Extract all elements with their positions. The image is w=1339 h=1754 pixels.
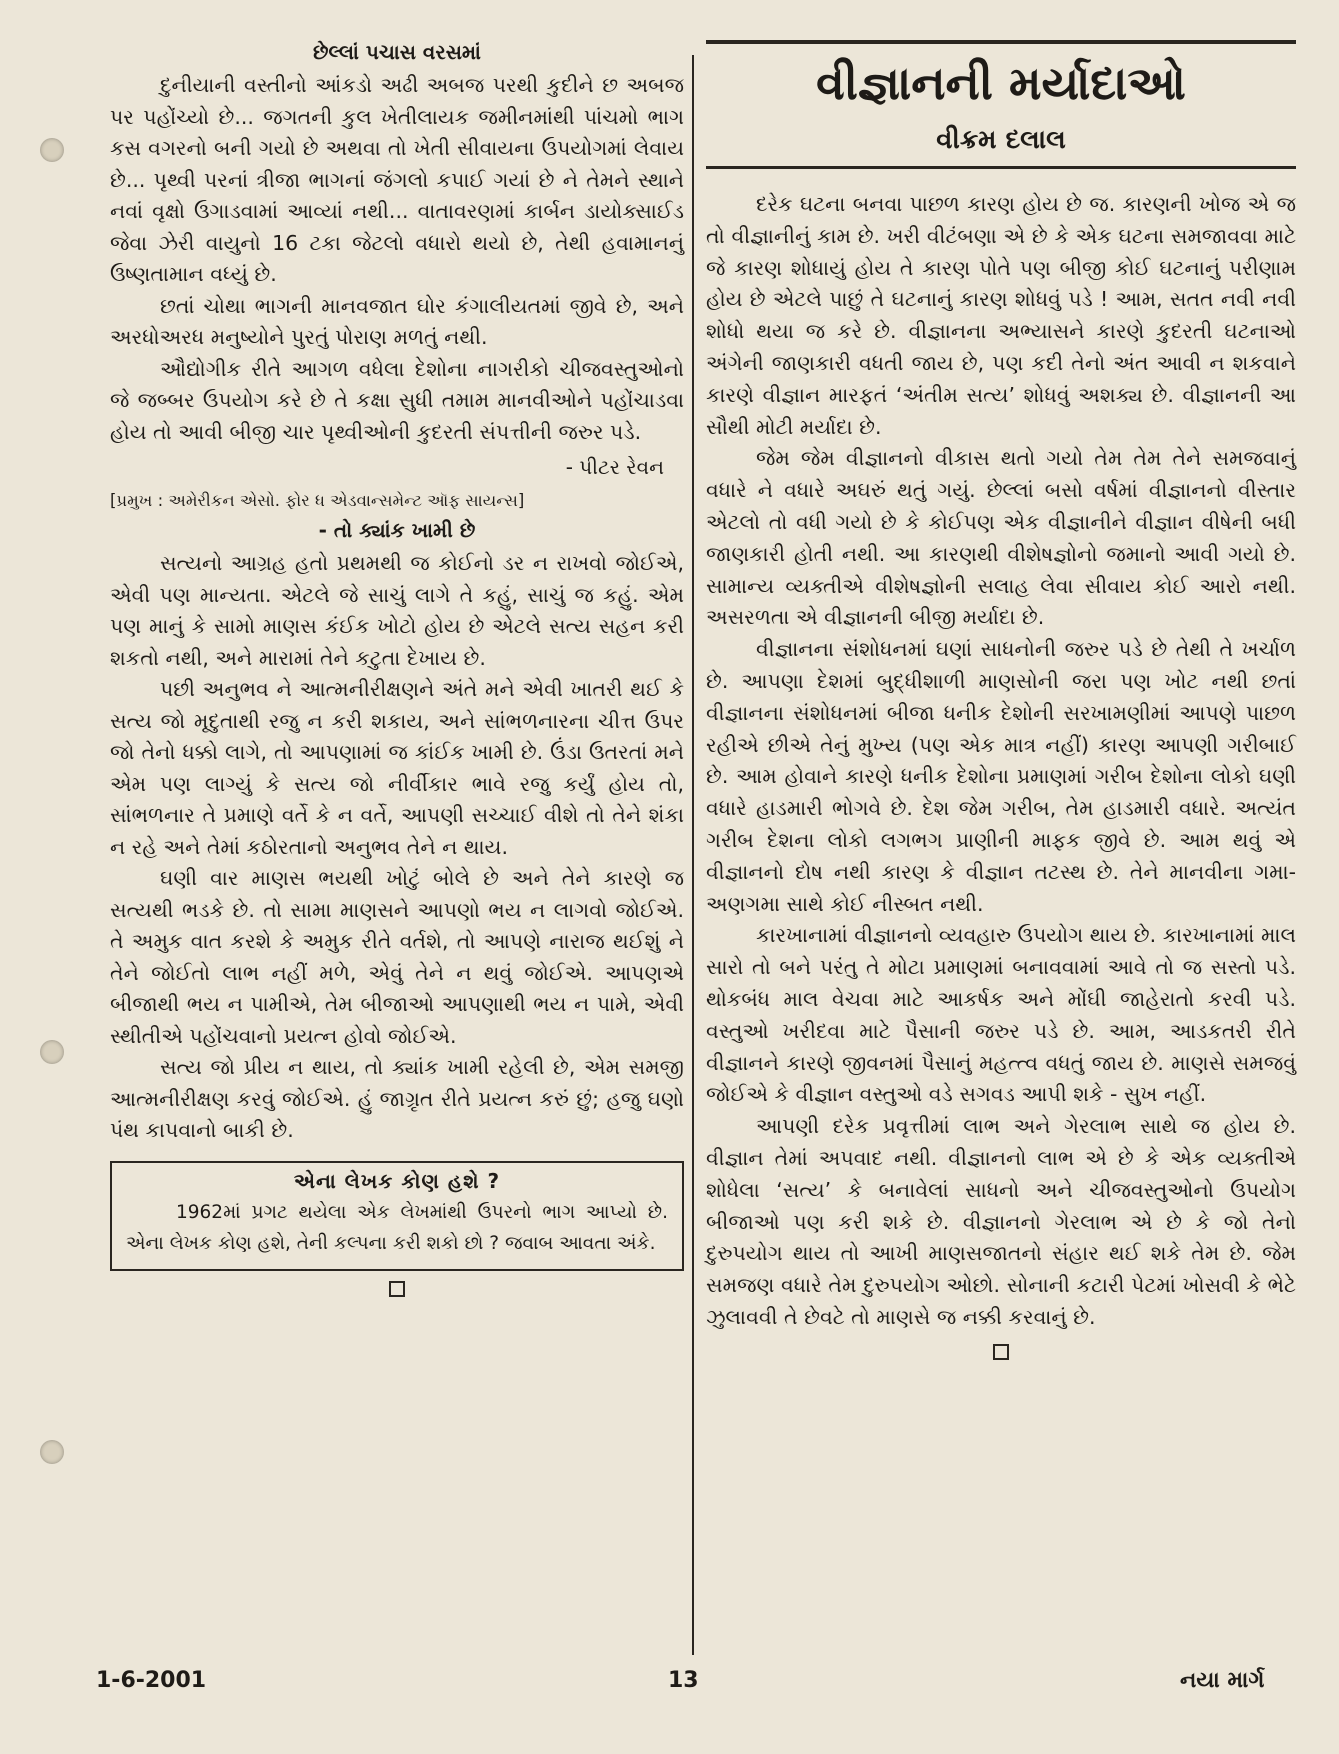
paragraph: ઘણી વાર માણસ ભયથી ખોટું બોલે છે અને તેને કારણે જ સત્યથી ભડકે છે. તો સામા માણસને આપણો ભય ન લાગવો જોઈએ. તે અમુક વાત કરશે કે અમુક રીતે વર્તશે, તો આપણે નારાજ થઈશું ને તેને જોઈતો લાભ નહીં મળે, એવું તેને ન થવું જોઈએ. આપણએ બીજાથી ભય ન પામીએ, તેમ બીજાઓ આપણાથી ભય ન પામે, એવી સ્થીતીએ પહોંચવાનો પ્રયત્ન હોવો જોઈએ.: [110, 866, 684, 1048]
quiz-box-text: 1962માં પ્રગટ થયેલા એક લેખમાંથી ઉપરનો ભાગ આપ્યો છે. એના લેખક કોણ હશે, તેની કલ્પના કરી શકો છો ? જવાબ આવતા અંકે.: [126, 1201, 668, 1254]
punch-hole: [40, 1440, 64, 1464]
paragraph: જેમ જેમ વીજ્ઞાનનો વીકાસ થતો ગયો તેમ તેમ તેને સમજવાનું વધારે ને વધારે અઘરું થતું ગયું. છેલ્લાં બસો વર્ષમાં વીજ્ઞાનનો વીસ્તાર એટલો તો વધી ગયો છે કે કોઈપણ એક વીજ્ઞાનીને વીજ્ઞાન વીષેની બધી જાણકારી હોતી નથી. આ કારણથી વીશેષજ્ઞોનો જમાનો આવી ગયો છે. સામાન્ય વ્યક્તીએ વીશેષજ્ઞોની સલાહ લેવા સીવાય કોઈ આરો નથી. અસરળતા એ વીજ્ઞાનની બીજી મર્યાદા છે.: [706, 446, 1296, 630]
paragraph: વીજ્ઞાનના સંશોધનમાં ઘણાં સાધનોની જરુર પડે છે તેથી તે ખર્ચાળ છે. આપણા દેશમાં બુદ્ધીશાળી માણસોની જરા પણ ખોટ નથી છતાં વીજ્ઞાનના સંશોધનમાં બીજા ધનીક દેશોની સરખામણીમાં આપણે પાછળ રહીએ છીએ તેનું મુખ્ય (પણ એક માત્ર નહીં) કારણ આપણી ગરીબાઈ છે. આમ હોવાને કારણે ધનીક દેશોના પ્રમાણમાં ગરીબ દેશોના લોકો ઘણી વધારે હાડમારી ભોગવે છે. દેશ જેમ ગરીબ, તેમ હાડમારી વધારે. અત્યંત ગરીબ દેશના લોકો લગભગ પ્રાણીની માફક જીવે છે. આમ થવું એ વીજ્ઞાનનો દોષ નથી કારણ કે વીજ્ઞાન તટસ્થ છે. તેને માનવીના ગમા-અણગમા સાથે કોઈ નીસ્બત નથી.: [706, 637, 1297, 916]
author-rule: [706, 166, 1296, 169]
article-author: વીક્રમ દલાલ: [936, 125, 1066, 155]
quote-signature: - પીટર રેવન: [565, 455, 664, 479]
left-column: [110, 40, 684, 1297]
paragraph: પછી અનુભવ ને આત્મનીરીક્ષણને અંતે મને એવી ખાતરી થઈ કે સત્ય જો મૃદુતાથી રજુ ન કરી શકાય, અને સાંભળનારના ચીત્ત ઉપર જો તેનો ધક્કો લાગે, તો આપણામાં જ કાંઈક ખામી છે. ઉંડા ઉતરતાં મને એમ પણ લાગ્યું કે સત્ય જો નીર્વીકાર ભાવે રજુ કર્યું હોય તો, સાંભળનાર તે પ્રમાણે વર્તે કે ન વર્તે, આપણી સચ્ચાઈ વીશે તો તેને શંકા ન રહે અને તેમાં કઠોરતાનો અનુભવ તેને ન થાય.: [110, 677, 684, 859]
section-heading: - તો ક્યાંક ખામી છે: [318, 518, 476, 542]
paragraph: છતાં ચોથા ભાગની માનવજાત ઘોર કંગાલીયતમાં જીવે છે, અને અરધોઅરધ મનુષ્યોને પુરતું પોરાણ મળતું નથી.: [110, 293, 684, 349]
right-column: [706, 40, 1296, 1360]
paragraph: દરેક ઘટના બનવા પાછળ કારણ હોય છે જ. કારણની ખોજ એ જ તો વીજ્ઞાનીનું કામ છે. ખરી વીટંબણા એ છે કે એક ઘટના સમજાવવા માટે જે કારણ શોધાયું હોય તે કારણ પોતે પણ બીજી કોઈ ઘટનાનું પરીણામ હોય છે એટલે પાછું તે ઘટનાનું કારણ શોધવું પડે ! આમ, સતત નવી નવી શોધો થયા જ કરે છે. વીજ્ઞાનના અભ્યાસને કારણે કુદરતી ઘટનાઓ અંગેની જાણકારી વધતી જાય છે, પણ કદી તેનો અંત આવી ન શકવાને કારણે વીજ્ઞાન મારફતં ‘અંતીમ સત્ય’ શોધવું અશક્ય છે. વીજ્ઞાનની આ સૌથી મોટી મર્યાદા છે.: [706, 192, 1296, 439]
end-mark-icon: [389, 1281, 405, 1297]
issue-date: 1-6-2001: [96, 1668, 207, 1693]
punch-hole: [40, 138, 64, 162]
magazine-name: નયા માર્ગ: [1180, 1668, 1265, 1693]
section-heading: છેલ્લાં પચાસ વરસમાં: [313, 40, 481, 64]
column-divider: [692, 55, 694, 1655]
title-rule: [706, 40, 1296, 44]
quiz-box-title: એના લેખક કોણ હશે ?: [293, 1168, 501, 1193]
paragraph: આપણી દરેક પ્રવૃત્તીમાં લાભ અને ગેરલાભ સાથે જ હોય છે. વીજ્ઞાન તેમાં અપવાદ નથી. વીજ્ઞાનનો લાભ એ છે કે એક વ્યક્તીએ શોધેલા ‘સત્ય’ કે બનાવેલાં સાધનો અને ચીજવસ્તુઓનો ઉપયોગ બીજાઓ પણ કરી શકે છે. વીજ્ઞાનનો ગેરલાભ એ છે કે જો તેનો દુરુપયોગ થાય તો આખી માણસજાતનો સંહાર થઈ શકે તેમ છે. જેમ સમજણ વધારે તેમ દુરુપયોગ ઓછો. સોનાની કટારી પેટમાં ખોસવી કે ભેટે ઝુલાવવી તે છેવટે તો માણસે જ નક્કી કરવાનું છે.: [706, 1114, 1296, 1329]
paragraph: સત્ય જો પ્રીય ન થાય, તો ક્યાંક ખામી રહેલી છે, એમ સમજી આત્મનીરીક્ષણ કરવું જોઈએ. હું જાગ્રૃત રીતે પ્રયત્ન કરું છું; હજુ ઘણો પંથ કાપવાનો બાકી છે.: [110, 1055, 684, 1142]
end-mark-icon: [993, 1344, 1009, 1360]
paragraph: ઔદ્યોગીક રીતે આગળ વધેલા દેશોના નાગરીકો ચીજવસ્તુઓનો જે જબ્બર ઉપયોગ કરે છે તે કક્ષા સુધી તમામ માનવીઓને પહોંચાડવા હોય તો આવી બીજી ચાર પૃથ્વીઓની કુદરતી સંપત્તીની જરુર પડે.: [110, 356, 684, 444]
signature-note: [પ્રમુખ : અમેરીકન એસો. ફોર ધ એડવાન્સમેન્ટ ઑફ સાયન્સ]: [110, 491, 525, 510]
page-number: 13: [668, 1668, 699, 1693]
article-title: વીજ્ઞાનની મર્યાદાઓ: [816, 56, 1186, 110]
paragraph: દુનીયાની વસ્તીનો આંકડો અઢી અબજ પરથી કુદીને છ અબજ પર પહોંચ્યો છે... જગતની કુલ ખેતીલાયક જમીનમાંથી પાંચમો ભાગ કસ વગરનો બની ગયો છે અથવા તો ખેતી સીવાયના ઉપયોગમાં લેવાય છે... પૃથ્વી પરનાં ત્રીજા ભાગનાં જંગલો કપાઈ ગયાં છે ને તેમને સ્થાને નવાં વૃક્ષો ઉગાડવામાં આવ્યાં નથી... વાતાવરણમાં કાર્બન ડાયોક્સાઈડ જેવા ઝેરી વાયુનો 16 ટકા જેટલો વધારો થયો છે, તેથી હવામાનનું ઉષ્ણતામાન વધ્યું છે.: [110, 73, 684, 286]
quiz-box: [110, 1161, 684, 1271]
paragraph: સત્યનો આગ્રહ હતો પ્રથમથી જ કોઈનો ડર ન રાખવો જોઈએ, એવી પણ માન્યતા. એટલે જે સાચું લાગે તે કહું, સાચું જ કહું. એમ પણ માનું કે સામો માણસ કંઈક ખોટો હોય છે એટલે સત્ય સહન કરી શકતો નથી, અને મારામાં તેને કટુતા દેખાય છે.: [110, 551, 684, 670]
paragraph: કારખાનામાં વીજ્ઞાનનો વ્યવહારુ ઉપયોગ થાય છે. કારખાનામાં માલ સારો તો બને પરંતુ તે મોટા પ્રમાણમાં બનાવવામાં આવે તો જ સસ્તો પડે. થોકબંધ માલ વેચવા માટે આકર્ષક અને મોંઘી જાહેરાતો કરવી પડે. વસ્તુઓ ખરીદવા માટે પૈસાની જરુર પડે છે. આમ, આડકતરી રીતે વીજ્ઞાનને કારણે જીવનમાં પૈસાનું મહત્ત્વ વધતું જાય છે. માણસે સમજવું જોઈએ કે વીજ્ઞાન વસ્તુઓ વડે સગવડ આપી શકે - સુખ નહીં.: [706, 923, 1296, 1107]
punch-hole: [40, 1040, 64, 1064]
